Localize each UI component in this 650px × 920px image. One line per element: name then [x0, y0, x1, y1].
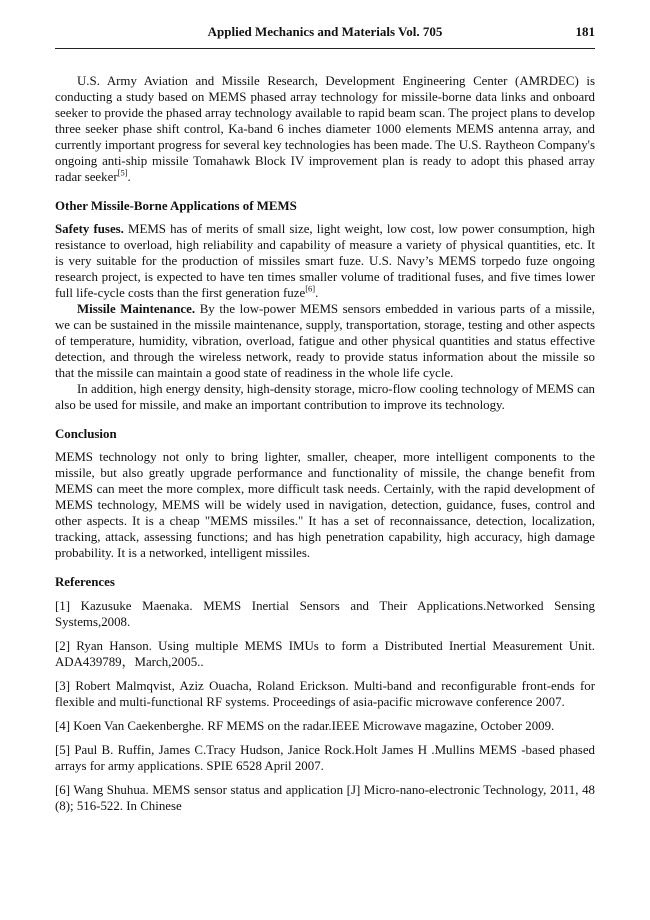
page-number: 181 — [575, 24, 595, 39]
missile-maintenance-lead: Missile Maintenance. — [77, 302, 196, 316]
intro-tail: . — [127, 170, 131, 184]
reference-item-6: [6] Wang Shuhua. MEMS sensor status and application [J] Micro-nano-electronic Technology, 2011, 48 (8); 516-522. In Chinese — [55, 783, 595, 813]
reference-item-3: [3] Robert Malmqvist, Aziz Ouacha, Roland Erickson. Multi-band and reconfigurable front-ends for flexible and multi-functional RF systems. Proceedings of asia-pacific microwave conference 2007. — [55, 679, 595, 709]
safety-fuses-lead: Safety fuses. — [55, 222, 124, 236]
intro-text: U.S. Army Aviation and Missile Research, Development Engineering Center (AMRDEC) is conducting a study based on MEMS phased array technology for missile-borne data links and onboard seeker to provide the phased array technology available to rapid beam scan. The project plans to develop three seeker phase shift control, Ka-band 6 inches diameter 1000 elements MEMS antenna array, and currently important progress for several key technologies has been made. The U.S. Raytheon Company's ongoing anti-ship missile Tomahawk Block IV improvement plan is ready to adopt this phased array radar seeker — [55, 74, 595, 184]
reference-item-2: [2] Ryan Hanson. Using multiple MEMS IMUs to form a Distributed Inertial Measurement Unit. ADA439789，March,2005.. — [55, 639, 595, 669]
header-rule — [55, 48, 595, 49]
conclusion-paragraph: MEMS technology not only to bring lighter, smaller, cheaper, more intelligent components to the missile, but also greatly upgrade performance and functionality of missile, the change benefit from MEMS can meet the more complex, more difficult task needs. Certainly, with the rapid development of MEMS technology, MEMS will be widely used in navigation, detection, guidance, fuses, control and other aspects. It is a cheap "MEMS missiles." It has a set of reconnaissance, detection, localization, tracking, attack, assessing functions; and has high penetration capability, high accuracy, high damage probability. It is a networked, intelligent missiles. — [55, 450, 595, 560]
section-heading-applications: Other Missile-Borne Applications of MEMS — [55, 199, 297, 213]
section-heading-references: References — [55, 575, 115, 589]
safety-fuses-paragraph — [55, 221, 595, 301]
citation-ref-6: [6] — [305, 283, 316, 294]
safety-fuses-tail: . — [315, 286, 319, 300]
reference-list — [55, 598, 595, 814]
paper-body — [55, 73, 595, 814]
page-header — [55, 18, 595, 42]
reference-item-4: [4] Koen Van Caekenberghe. RF MEMS on the radar.IEEE Microwave magazine, October 2009. — [55, 719, 555, 733]
reference-item-1: [1] Kazusuke Maenaka. MEMS Inertial Sensors and Their Applications.Networked Sensing Systems,2008. — [55, 599, 595, 629]
citation-ref-5: [5] — [117, 167, 128, 178]
intro-paragraph — [55, 73, 595, 185]
section-heading-conclusion: Conclusion — [55, 427, 117, 441]
journal-title: Applied Mechanics and Materials Vol. 705 — [207, 24, 443, 39]
missile-maintenance-paragraph — [55, 301, 595, 381]
additional-applications-paragraph: In addition, high energy density, high-density storage, micro-flow cooling technology of MEMS can also be used for missile, and make an important contribution to improve its technology. — [55, 382, 595, 412]
reference-item-5: [5] Paul B. Ruffin, James C.Tracy Hudson, Janice Rock.Holt James H .Mullins MEMS -based phased arrays for army applications. SPIE 6528 April 2007. — [55, 743, 595, 773]
safety-fuses-text: MEMS has of merits of small size, light weight, low cost, low power consumption, high resistance to overload, high reliability and capability of measure a variety of physical quantities, etc. It is very suitable for the production of missiles smart fuze. U.S. Navy’s MEMS torpedo fuze ongoing research project, is expected to have ten times smaller volume of traditional fuses, and five times lower full life-cycle costs than the first generation fuze — [55, 222, 595, 300]
missile-maintenance-text: By the low-power MEMS sensors embedded in various parts of a missile, we can be sustained in the missile maintenance, supply, transportation, storage, testing and other aspects of temperature, humidity, vibration, overload, fatigue and other physical quantities and status effective detection, and through the wireless network, ready to provide status information about the missile so that the missile can maintain a good state of readiness in the whole life cycle. — [55, 302, 595, 380]
